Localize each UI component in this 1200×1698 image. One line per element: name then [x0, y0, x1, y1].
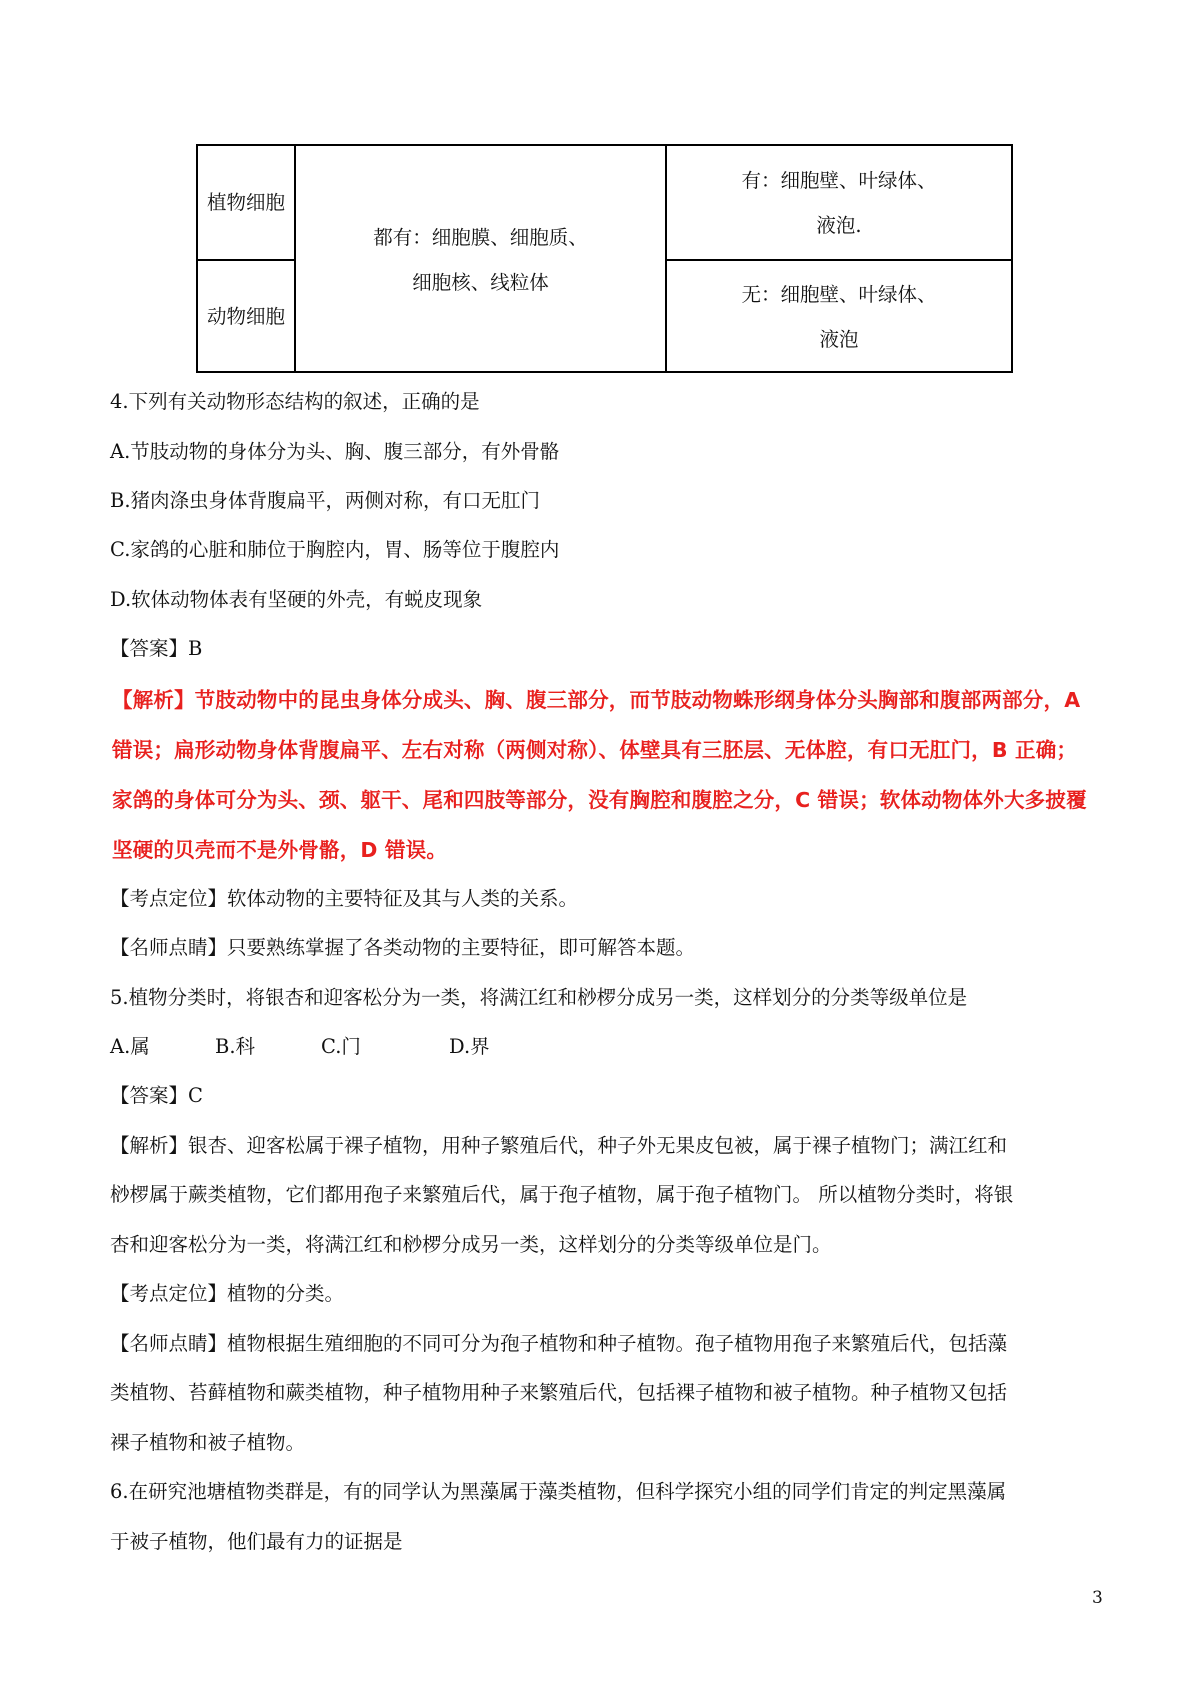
row-label-plant: 植物细胞: [206, 191, 285, 214]
q5-option-b: B.科: [215, 1035, 256, 1058]
q4-tip: 【名师点睛】只要熟练掌握了各类动物的主要特征，即可解答本题。: [110, 936, 696, 959]
q4-analysis-line: 错误；扁形动物身体背腹扁平、左右对称（两侧对称）、体壁具有三胚层、无体腔，有口无肛门，B 正确；: [112, 738, 1078, 762]
plant-unique-line-2: 液泡.: [816, 213, 862, 237]
q4-analysis-line: 家鸽的身体可分为头、颈、躯干、尾和四肢等部分，没有胸腔和腹腔之分，C 错误；软体动物体外大多披覆: [112, 788, 1087, 812]
q4-question: 4.下列有关动物形态结构的叙述，正确的是: [110, 390, 480, 413]
q4-analysis-line: 坚硬的贝壳而不是外骨骼，D 错误。: [112, 838, 448, 862]
animal-lacks-line-2: 液泡: [819, 328, 859, 351]
plant-unique-line-1: 有：细胞壁、叶绿体、: [741, 168, 937, 192]
cell-comparison-table: [196, 144, 1013, 373]
q5-tip-line: 【名师点睛】植物根据生殖细胞的不同可分为孢子植物和种子植物。孢子植物用孢子来繁殖后代，包括藻: [110, 1332, 1008, 1355]
row-label-animal: 动物细胞: [206, 304, 285, 328]
q4-analysis-line: 【解析】节肢动物中的昆虫身体分成头、胸、腹三部分，而节肢动物蛛形纲身体分头胸部和腹部两部分，A: [112, 688, 1081, 712]
q6-question-line: 于被子植物，他们最有力的证据是: [110, 1530, 403, 1553]
q4-option-c: C.家鸽的心脏和肺位于胸腔内，胃、肠等位于腹腔内: [110, 538, 560, 561]
q5-analysis-line: 杏和迎客松分为一类，将满江红和桫椤分成另一类，这样划分的分类等级单位是门。: [110, 1233, 832, 1256]
q4-key-point: 【考点定位】软体动物的主要特征及其与人类的关系。: [110, 887, 579, 910]
q6-question-line: 6.在研究池塘植物类群是，有的同学认为黑藻属于藻类植物，但科学探究小组的同学们肯定的判定黑藻属: [110, 1480, 1007, 1503]
q4-option-b: B.猪肉涤虫身体背腹扁平，两侧对称，有口无肛门: [110, 489, 541, 512]
q5-analysis-line: 桫椤属于蕨类植物，它们都用孢子来繁殖后代，属于孢子植物，属于孢子植物门。 所以植物分类时，将银: [110, 1183, 1014, 1206]
q5-answer: 【答案】C: [110, 1084, 203, 1107]
common-line-2: 细胞核、线粒体: [412, 270, 549, 294]
q5-option-d: D.界: [449, 1035, 490, 1058]
q5-tip-line: 裸子植物和被子植物。: [110, 1431, 306, 1454]
plant-unique-cell: [667, 146, 1011, 259]
q4-option-d: D.软体动物体表有坚硬的外壳，有蜕皮现象: [110, 588, 483, 611]
q5-question: 5.植物分类时，将银杏和迎客松分为一类，将满江红和桫椤分成另一类，这样划分的分类等级单位是: [110, 986, 968, 1009]
common-structures-cell: [296, 146, 665, 373]
q5-option-c: C.门: [321, 1035, 361, 1058]
animal-lacks-line-1: 无：细胞壁、叶绿体、: [741, 283, 937, 306]
q5-option-a: A.属: [110, 1035, 150, 1058]
q4-answer: 【答案】B: [110, 637, 203, 660]
q5-key-point: 【考点定位】植物的分类。: [110, 1282, 345, 1305]
q4-option-a: A.节肢动物的身体分为头、胸、腹三部分，有外骨骼: [110, 440, 560, 463]
animal-lacks-cell: [667, 261, 1011, 373]
common-line-1: 都有：细胞膜、细胞质、: [373, 225, 588, 249]
q5-analysis-line: 【解析】银杏、迎客松属于裸子植物，用种子繁殖后代，种子外无果皮包被，属于裸子植物门；满江红和: [110, 1134, 1008, 1157]
q5-tip-line: 类植物、苔藓植物和蕨类植物，种子植物用种子来繁殖后代，包括裸子植物和被子植物。种子植物又包括: [110, 1381, 1008, 1404]
page-number: 3: [1092, 1588, 1103, 1608]
